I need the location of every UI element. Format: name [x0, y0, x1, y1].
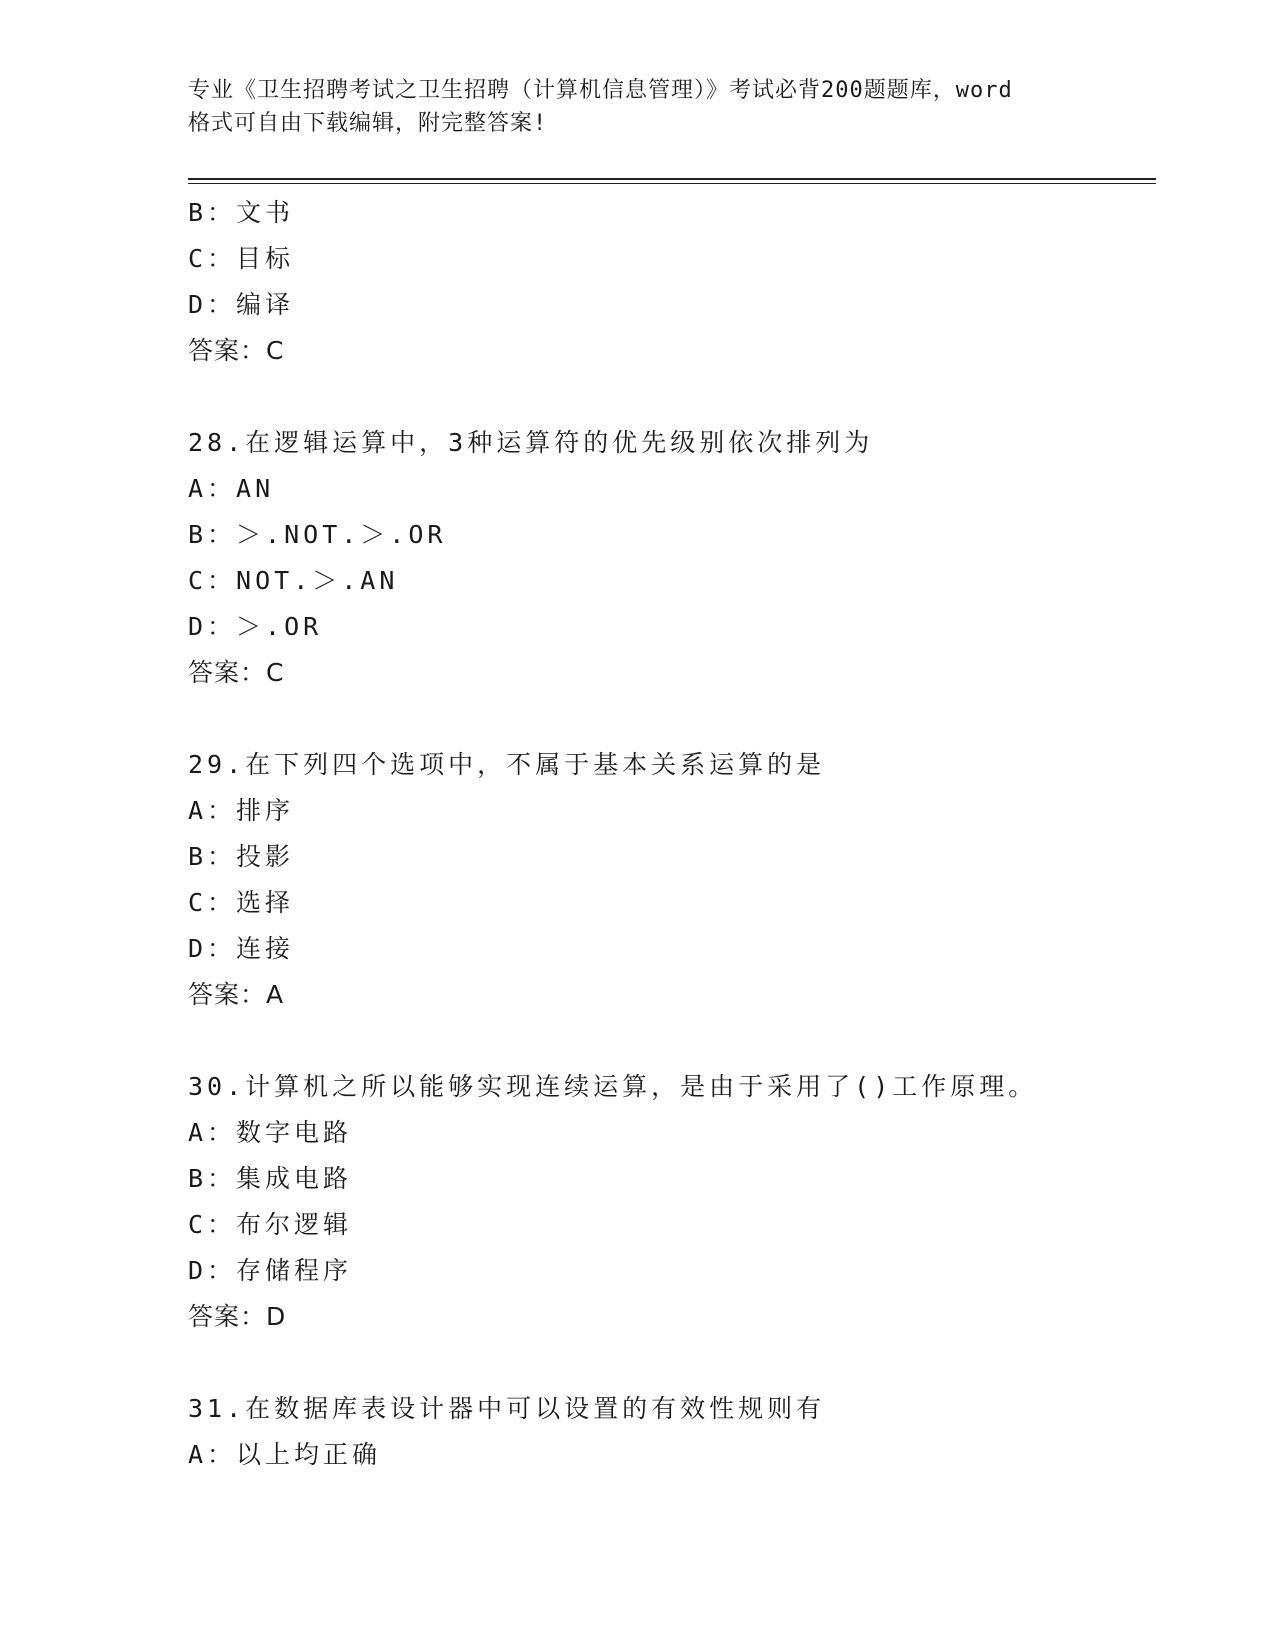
option-b: B：＞.NOT.＞.OR	[188, 520, 447, 549]
header-title-line-1: 专业《卫生招聘考试之卫生招聘（计算机信息管理）》考试必背200题题库，word	[188, 78, 1013, 103]
answer-line: 答案：C	[188, 658, 285, 687]
option-c: C：选择	[188, 888, 295, 917]
option-c: C：布尔逻辑	[188, 1210, 353, 1239]
question-stem: 31.在数据库表设计器中可以设置的有效性规则有	[188, 1394, 826, 1423]
question-28	[188, 420, 1156, 696]
answer-line: 答案：C	[188, 336, 285, 365]
option-b: B：集成电路	[188, 1164, 353, 1193]
option-c: C：NOT.＞.AN	[188, 566, 399, 595]
spacer	[188, 1340, 1156, 1386]
question-list	[188, 190, 1156, 1478]
spacer	[188, 1018, 1156, 1064]
answer-line: 答案：A	[188, 980, 285, 1009]
answer-line: 答案：D	[188, 1302, 287, 1331]
question-30	[188, 1064, 1156, 1340]
question-27-tail	[188, 190, 1156, 374]
question-stem: 29.在下列四个选项中，不属于基本关系运算的是	[188, 750, 826, 779]
option-a: A：排序	[188, 796, 295, 825]
header-divider	[188, 178, 1156, 184]
spacer	[188, 696, 1156, 742]
question-29	[188, 742, 1156, 1018]
option-a: A：AN	[188, 474, 275, 503]
question-stem: 28.在逻辑运算中，3种运算符的优先级别依次排列为	[188, 428, 874, 457]
question-stem: 30.计算机之所以能够实现连续运算，是由于采用了()工作原理。	[188, 1072, 1038, 1101]
option-b: B：投影	[188, 842, 295, 871]
option-a: A：数字电路	[188, 1118, 353, 1147]
option-d: D：编译	[188, 290, 295, 319]
document-header	[188, 74, 1088, 140]
option-d: D：连接	[188, 934, 295, 963]
option-a: A：以上均正确	[188, 1440, 382, 1469]
option-c: C：目标	[188, 244, 295, 273]
question-31	[188, 1386, 1156, 1478]
header-title-line-2: 格式可自由下载编辑，附完整答案!	[188, 111, 548, 136]
option-d: D：＞.OR	[188, 612, 323, 641]
spacer	[188, 374, 1156, 420]
option-d: D：存储程序	[188, 1256, 353, 1285]
option-b: B：文书	[188, 198, 295, 227]
